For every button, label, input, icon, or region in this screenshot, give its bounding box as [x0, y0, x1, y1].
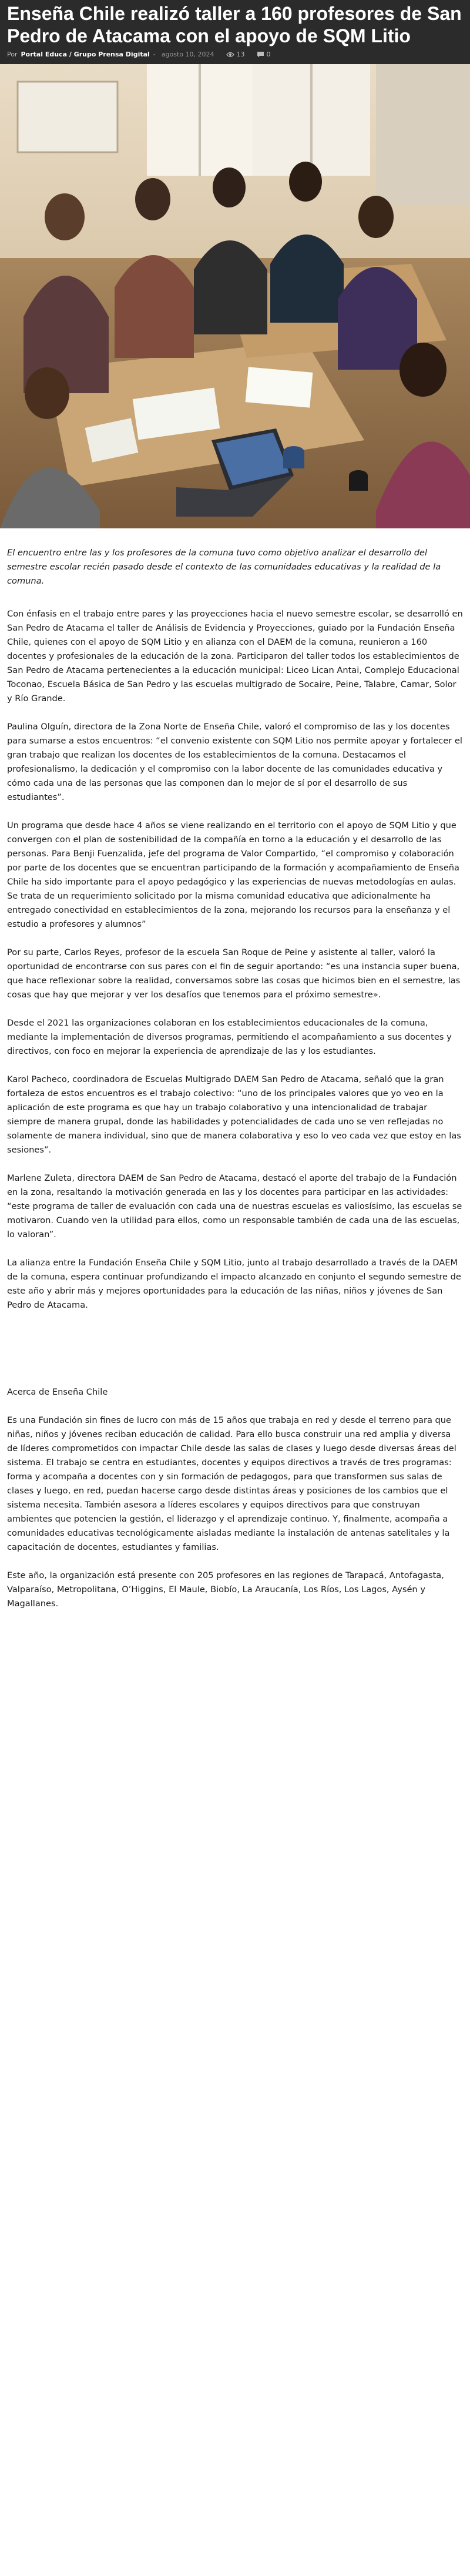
workshop-photo — [0, 64, 470, 528]
views-count: 13 — [236, 51, 245, 58]
meta-separator: - — [153, 51, 156, 58]
article-photo — [0, 64, 470, 528]
about-paragraph: Es una Fundación sin fines de lucro con más de 15 años que trabaja en red y desde el terreno para que niñas, niños y jóvenes reciban educación de calidad. Para ello busca construir una red amplia y diversa de líderes comprometidos con impactar Chile desde las salas de clases y luego desde diversas áreas del sistema. El trabajo se centra en estudiantes, docentes y equipos directivos a través de tres programas: forma y acompaña a docentes con y sin formación de pedagogos, para que transformen sus salas de clases y luego, en red, puedan hacerse cargo desde distintas áreas y posiciones de los cambios que el sistema necesita. También asesora a líderes escolares y equipos directivos para que construyan ambientes que potencien la gestión, el liderazgo y el aprendizaje continuo. Y, finalmente, acompaña a comunidades educativas tecnológicamente aisladas mediante la instalación de antenas satelitales y la capacitación de docentes, estudiantes y familias. — [7, 1415, 456, 1552]
eye-icon — [226, 52, 234, 58]
article-paragraph: Un programa que desde hace 4 años se viene realizando en el territorio con el apoyo de SQM Litio y que convergen con el plan de sostenibilidad de la compañía en torno a la educación y el desarrollo de las personas. Para Benji Fuenzalida, jefe del programa de Valor Compartido, “el compromiso y colaboración por parte de los docentes que se encuentran participando de la formación y acompañamiento de Enseña Chile ha sido importante para el apoyo pedagógico y las experiencias de nuevas metodologías en aulas. Se trata de un requerimiento solicitado por la misma comunidad educativa que adicionalmente ha entregado conectividad en establecimientos de la zona, mejorando los recursos para la enseñanza y el estudio a profesores y alumnos” — [7, 820, 459, 929]
article-paragraph: Paulina Olguín, directora de la Zona Norte de Enseña Chile, valoró el compromiso de las y los docentes para sumarse a estos encuentros: “el convenio existente con SQM Litio nos permite apoyar y fortalecer el gran trabajo que realizan los docentes de los establecimientos de la comuna. Destacamos el profesionalismo, la dedicación y el compromiso con la labor docente de las comunidades educativa y cómo cada una de las personas que las componen dan lo mejor de sí por el desarrollo de sus estudiantes”. — [7, 722, 462, 802]
article-header — [0, 0, 470, 64]
article-paragraph: La alianza entre la Fundación Enseña Chile y SQM Litio, junto al trabajo desarrollado a través de la DAEM de la comuna, espera continuar profundizando el impacto alcanzado en conjunto el segundo semestre de este año y abrir más y mejores oportunidades para la educación de las niñas, niños y jóvenes de San Pedro de Atacama. — [7, 1258, 461, 1310]
article-paragraph: Por su parte, Carlos Reyes, profesor de la escuela San Roque de Peine y asistente al taller, valoró la oportunidad de encontrarse con sus pares con el fin de seguir aportando: “es una instancia super buena, que hace reflexionar sobre la realidad, conversamos sobre las cosas que hicimos bien en el semestre, las cosas que hay que mejorar y ver los desafíos que tenemos para el próximo semestre». — [7, 947, 461, 1000]
publish-date: agosto 10, 2024 — [161, 51, 214, 58]
comments-counter[interactable] — [257, 51, 271, 58]
views-counter — [226, 51, 245, 58]
comments-count: 0 — [266, 51, 271, 58]
article-paragraph: Desde el 2021 las organizaciones colaboran en los establecimientos educacionales de la comuna, mediante la implementación de diversos programas, permitiendo el acompañamiento a sus docentes y directivos, con foco en mejorar la experiencia de aprendizaje de las y los estudiantes. — [7, 1018, 452, 1056]
article-lead: El encuentro entre las y los profesores de la comuna tuvo como objetivo analizar el desarrollo del semestre escolar recién pasado desde el contexto de las comunidades educativas y la realidad de la comuna. — [7, 548, 441, 586]
article-meta — [7, 51, 463, 58]
article-title: Enseña Chile realizó taller a 160 profesores de San Pedro de Atacama con el apoyo de SQM Litio — [7, 3, 462, 46]
comment-icon — [257, 51, 264, 58]
article-paragraph: Karol Pacheco, coordinadora de Escuelas Multigrado DAEM San Pedro de Atacama, señaló que la gran fortaleza de estos encuentros es el trabajo colectivo: “uno de los principales valores que yo veo en la aplicación de este programa es que hay un trabajo colaborativo y una intencionalidad de trabajar siempre de manera grupal, donde las habilidades y potencialidades de cada uno se ven reflejadas no solamente de manera individual, sino que de manera colaborativa y eso lo veo cada vez que estoy en las sesiones”. — [7, 1074, 461, 1155]
article-paragraph: Con énfasis en el trabajo entre pares y las proyecciones hacia el nuevo semestre escolar, se desarrolló en San Pedro de Atacama el taller de Análisis de Evidencia y Proyecciones, guiado por la Fundación Enseña Chile, quienes con el apoyo de SQM Litio y en alianza con el DAEM de la comuna, reunieron a 160 docentes y profesionales de la educación de la zona. Participaron del taller todos los establecimientos de San Pedro de Atacama pertenecientes a la educación municipal: Liceo Lican Antai, Complejo Educacional Toconao, Escuela Básica de San Pedro y las escuelas multigrado de Socaire, Peine, Talabre, Camar, Solor y Río Grande. — [7, 609, 463, 704]
about-heading: Acerca de Enseña Chile — [7, 1387, 108, 1397]
byline-label: Por — [7, 51, 18, 58]
article-paragraph: Marlene Zuleta, directora DAEM de San Pedro de Atacama, destacó el aporte del trabajo de la Fundación en la zona, resaltando la motivación generada en las y los docentes para participar en las actividades: “este programa de taller de evaluación con cada una de nuestras escuelas es valiosísimo, las escuelas se motivaron. Cuando ven la utilidad para ellos, como un responsable también de cada una de las escuelas, lo valoran”. — [7, 1173, 462, 1240]
about-paragraph: Este año, la organización está presente con 205 profesores en las regiones de Tarapacá, Antofagasta, Valparaíso, Metropolitana, O’Higgins, El Maule, Biobío, La Araucanía, Los Ríos, Los Lagos, Aysén y Magallanes. — [7, 1570, 444, 1609]
author-link[interactable]: Portal Educa / Grupo Prensa Digital — [21, 51, 150, 58]
article-body — [0, 528, 470, 1611]
